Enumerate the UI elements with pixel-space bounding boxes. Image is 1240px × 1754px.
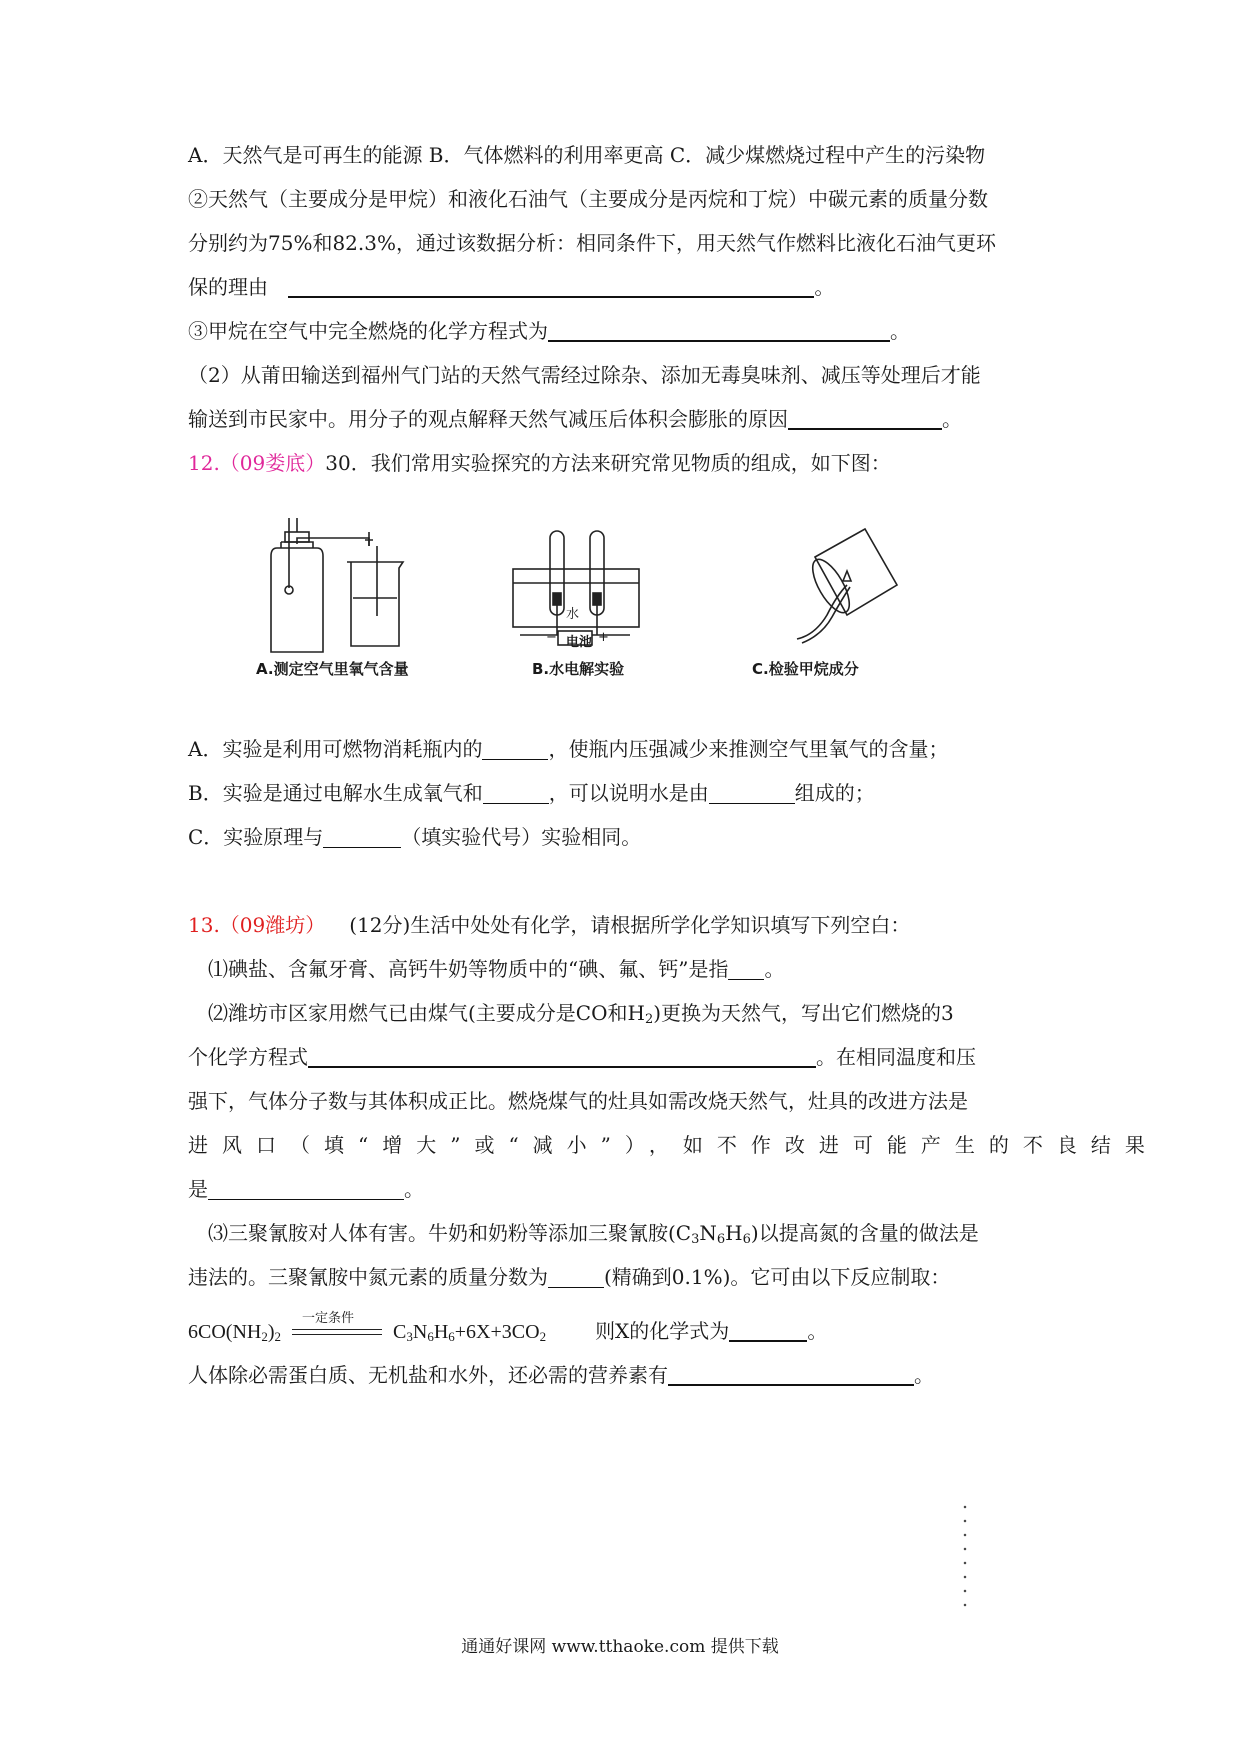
answer-blank[interactable] [548,1263,604,1288]
question-text: (精确到0.1%)。它可由以下反应制取： [604,1265,951,1289]
formula-text: H [725,1221,743,1245]
reaction-condition: 一定条件 [302,1311,355,1327]
question-text: ⑴碘盐、含氟牙膏、高钙牛奶等物质中的“碘、氟、钙”是指 [208,957,729,981]
subscript: 2 [261,1329,268,1344]
formula-text: +6X+3CO [454,1321,540,1343]
question-line [208,1218,979,1255]
subscript: 6 [716,1232,726,1247]
figure-b-battery-label: 电池 [566,635,593,650]
question-text: A．实验是利用可燃物消耗瓶内的 [188,737,483,761]
question-12-header [188,448,891,478]
question-line [188,1086,968,1116]
question-13-header [188,910,910,940]
subscript: 6 [448,1329,455,1344]
question-text: 保的理由 [188,275,268,299]
punct: 。 [814,275,835,299]
question-text: 强下，气体分子数与其体积成正比。燃烧煤气的灶具如需改烧天然气，灶具的改进方法是 [188,1089,968,1113]
answer-blank[interactable] [788,404,942,430]
formula-text: N [412,1321,428,1343]
subscript: 3 [691,1232,700,1247]
question-number: 13.（09潍坊） [188,913,326,937]
subscript: 2 [644,1012,654,1027]
question-line [208,954,784,984]
punct: 。 [890,319,910,343]
question-line [188,1130,1159,1160]
chemical-equation [188,1311,828,1352]
equation-paren: ) [267,1321,275,1343]
answer-blank[interactable] [548,316,890,342]
question-text: )以提高氮的含量的做法是 [750,1221,979,1245]
question-text: 进风口（填“增大”或“减小”），如不作改进可能产生的不良结果 [188,1133,1159,1157]
question-line [188,316,910,346]
equation-left: 6CO(NH [188,1321,262,1343]
question-text: 违法的。三聚氰胺中氮元素的质量分数为 [188,1265,548,1289]
punct: 。 [914,1363,934,1387]
answer-blank[interactable] [308,1042,816,1068]
answer-blank[interactable] [483,779,549,804]
answer-blank[interactable] [668,1360,914,1386]
answer-blank[interactable] [482,735,548,760]
footer: 通通好课网 www.tthaoke.com 提供下载 [461,1637,779,1657]
question-line [188,228,996,258]
punct: 。 [404,1177,424,1201]
question-line [188,778,875,808]
options-text: A．天然气是可再生的能源 B．气体燃料的利用率更高 C．减少煤燃烧过程中产生的污染物 [188,143,986,167]
question-text: 组成的； [794,781,875,805]
figure-b-minus: − [546,630,557,645]
question-line [188,822,641,852]
figure-b-caption: B.水电解实验 [532,660,625,678]
question-text: 。在相同温度和压 [816,1045,976,1069]
option-line [188,140,985,170]
question-line [188,734,948,764]
margin-dots [963,1500,967,1610]
answer-blank[interactable] [729,1316,807,1342]
question-text: （填实验代号）实验相同。 [401,825,642,849]
punct: 。 [942,407,962,431]
question-text: ，使瓶内压强减少来推测空气里氧气的含量； [548,737,949,761]
reaction-arrow [292,1311,382,1348]
question-text: 是 [188,1177,208,1201]
answer-blank[interactable] [208,1175,404,1200]
punct: 。 [764,957,785,981]
formula-text: C [393,1321,407,1343]
question-text: 个化学方程式 [188,1045,308,1069]
question-line [188,404,962,434]
answer-blank[interactable] [728,955,764,980]
question-line [188,272,834,302]
question-text: )更换为天然气，写出它们燃烧的3 [653,1001,954,1025]
subscript: 2 [274,1329,282,1344]
question-line [188,1262,950,1292]
question-line [188,1174,424,1204]
formula-text: H [433,1321,449,1343]
question-line [208,998,954,1035]
question-text: (12分)生活中处处有化学，请根据所学化学知识填写下列空白： [349,913,911,937]
question-line [188,184,988,214]
subscript: 6 [427,1329,434,1344]
figure-b-water-label: 水 [566,607,580,622]
question-text: C．实验原理与 [188,825,324,849]
question-line [188,360,981,390]
figure-c-caption: C.检验甲烷成分 [752,660,859,678]
question-text: ⑵潍坊市区家用燃气已由煤气(主要成分是CO和H [208,1001,645,1025]
answer-blank[interactable] [709,779,795,804]
question-text: ⑶三聚氰胺对人体有害。牛奶和奶粉等添加三聚氰胺(C [208,1221,692,1245]
subscript: 6 [742,1232,751,1247]
figure-b-plus: + [598,630,609,645]
punct: 。 [807,1321,828,1343]
figure-c-apparatus [795,525,935,655]
answer-blank[interactable] [288,272,814,298]
question-text: B．实验是通过电解水生成氧气和 [188,781,483,805]
question-line [188,1360,934,1390]
question-text: 输送到市民家中。用分子的观点解释天然气减压后体积会膨胀的原因 [188,407,788,431]
question-text: 则X的化学式为 [595,1319,730,1343]
question-text: ，可以说明水是由 [548,781,709,805]
answer-blank[interactable] [323,823,401,848]
subscript: 3 [406,1329,413,1344]
question-text: 30．我们常用实验探究的方法来研究常见物质的组成，如下图： [325,451,891,475]
question-line [188,1042,976,1072]
figure-a-caption: A.测定空气里氧气含量 [256,660,409,678]
question-text: 分别约为75%和82.3%，通过该数据分析：相同条件下，用天然气作燃料比液化石油气更环 [188,231,996,255]
figure-a-apparatus [255,518,415,658]
question-text: 人体除必需蛋白质、无机盐和水外，还必需的营养素有 [188,1363,668,1387]
question-text: ③甲烷在空气中完全燃烧的化学方程式为 [188,319,548,343]
formula-text: N [699,1221,717,1245]
question-text: （2）从莆田输送到福州气门站的天然气需经过除杂、添加无毒臭味剂、减压等处理后才能 [188,363,981,387]
subscript: 2 [539,1329,547,1344]
question-text: ②天然气（主要成分是甲烷）和液化石油气（主要成分是丙烷和丁烷）中碳元素的质量分数 [188,187,988,211]
question-number: 12.（09娄底） [188,451,326,475]
